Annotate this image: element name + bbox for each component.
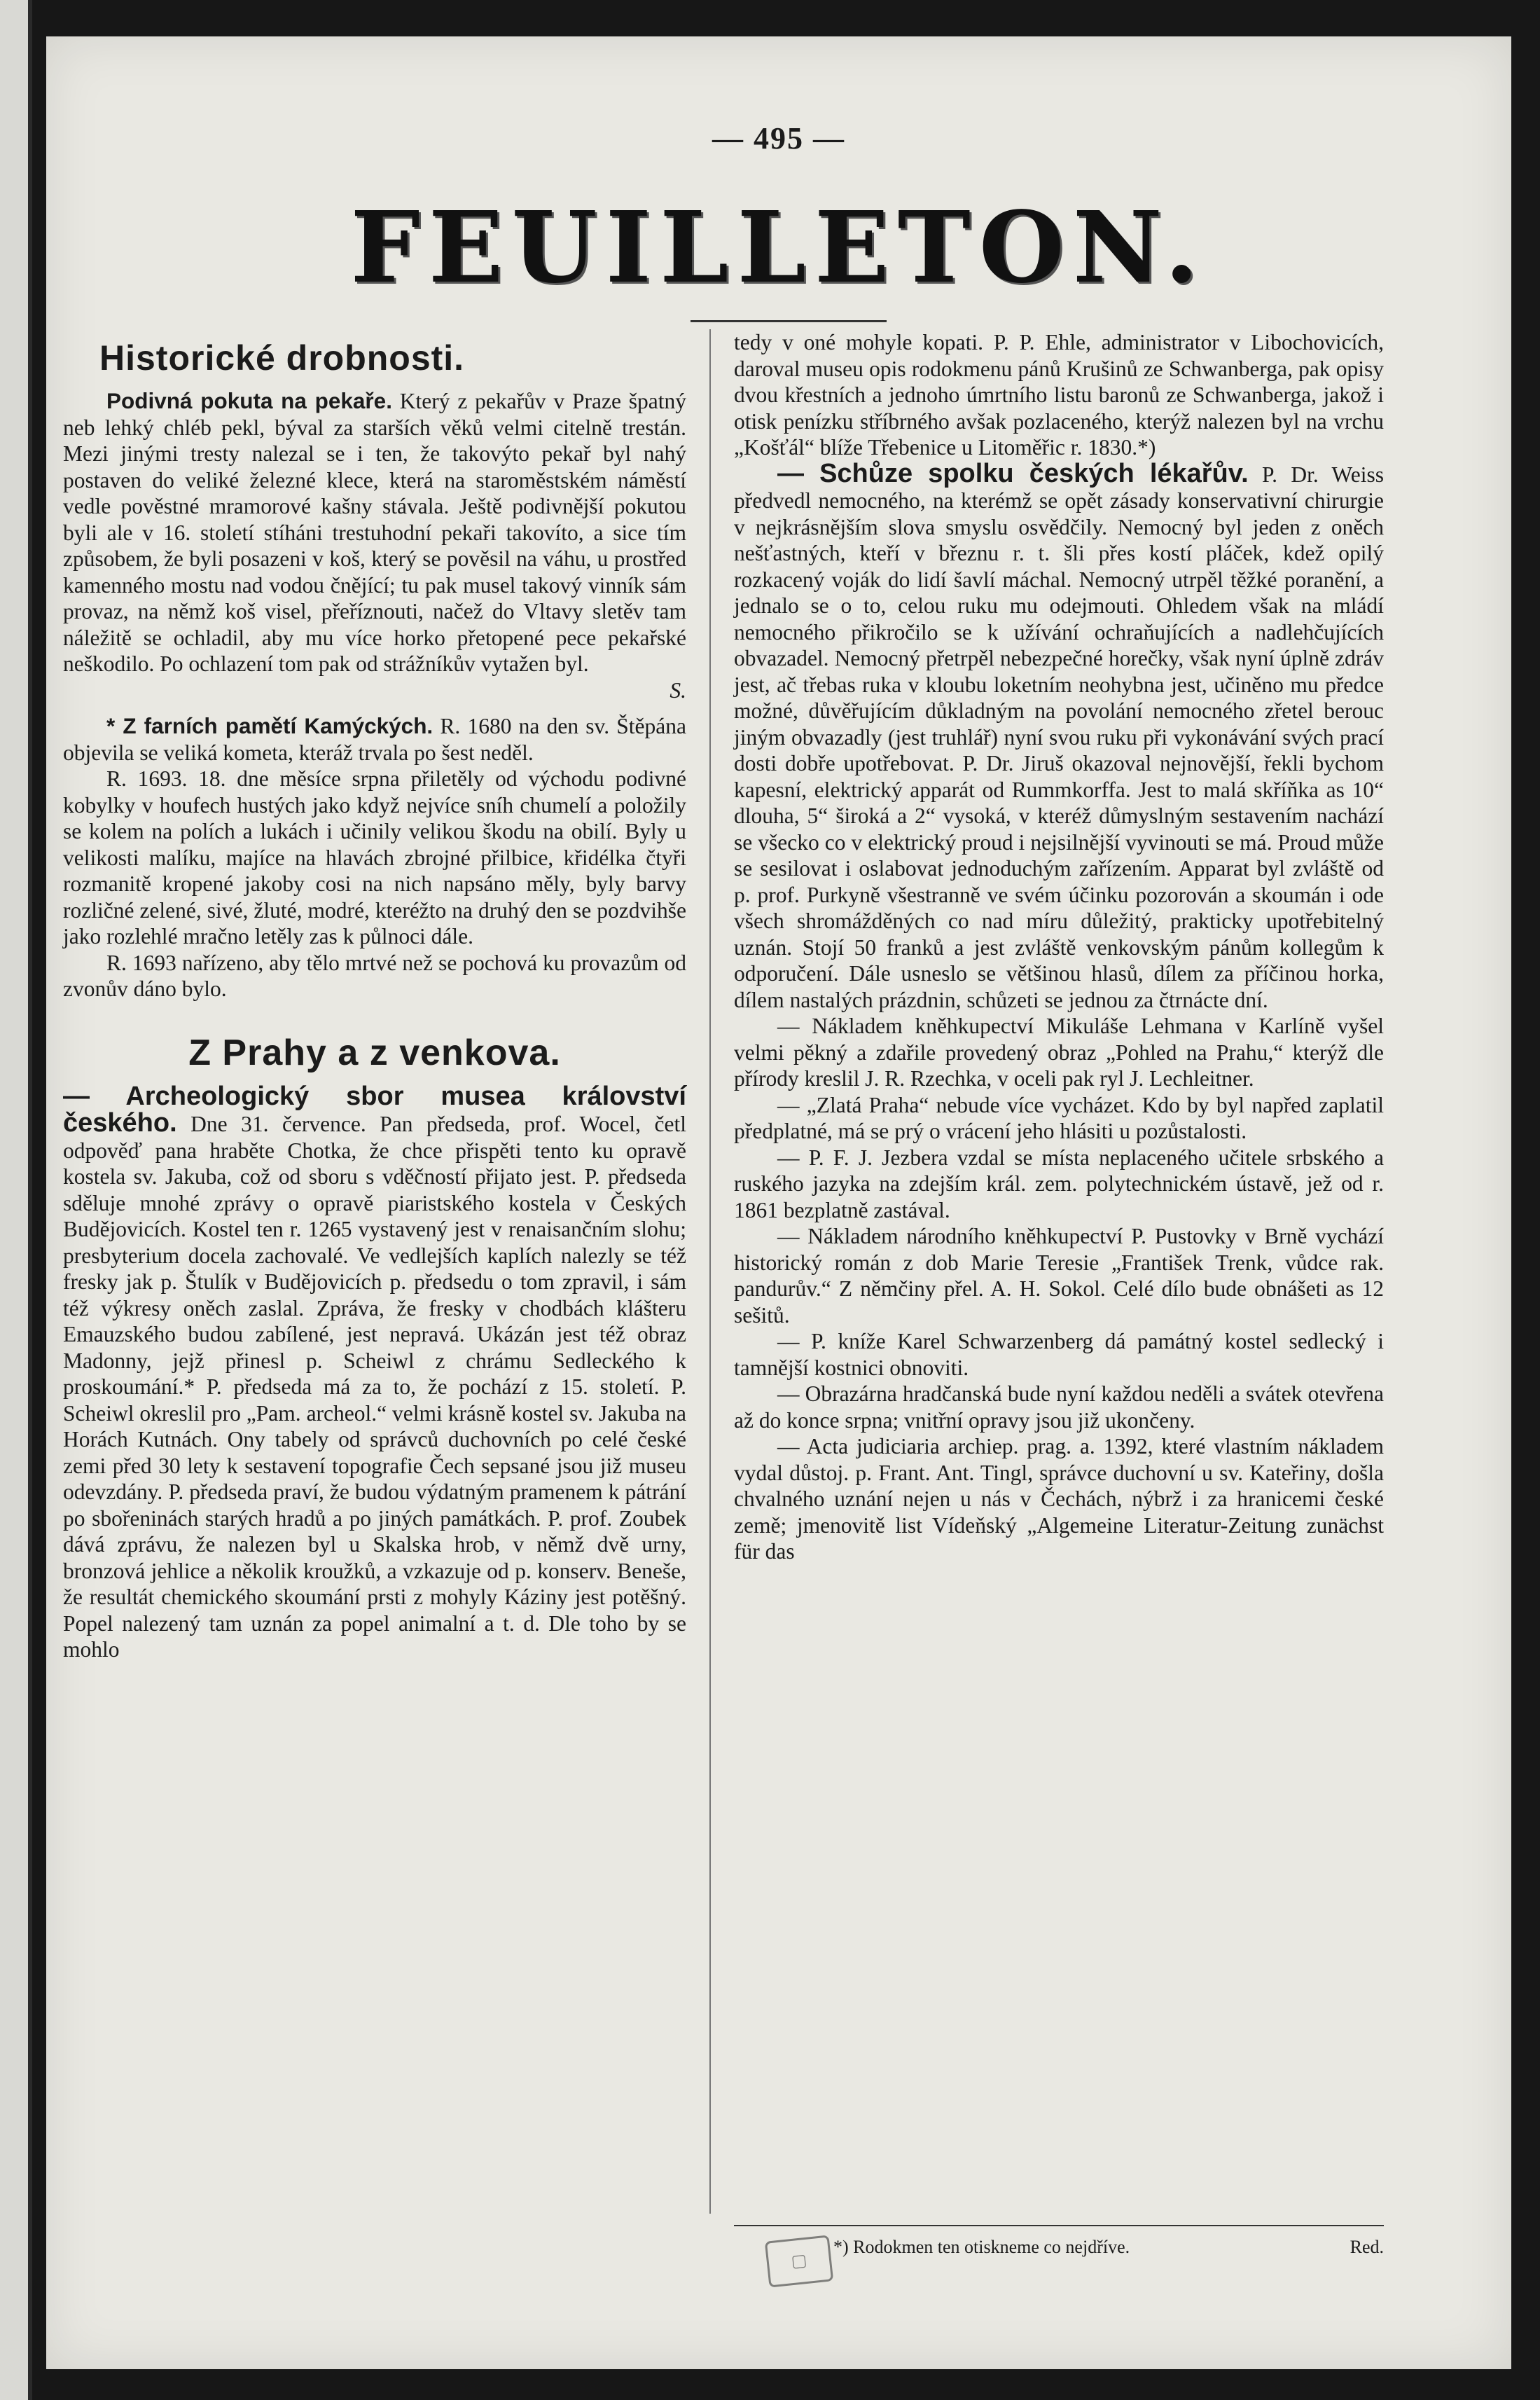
- masthead-rule: [691, 320, 887, 322]
- footnote-rule: [734, 2225, 1384, 2226]
- article-archeologicky-sbor: [63, 1081, 686, 1663]
- paragraph-narizeno: R. 1693 nařízeno, aby tělo mrtvé než se pochová ku provazům od zvonův dáno bylo.: [63, 950, 686, 1001]
- lead-schuze-lekaru: — Schůze spolku českých lékařův.: [777, 458, 1249, 488]
- paragraph-kobylky: R. 1693. 18. dne měsíce srpna přiletěly od východu podivné kobylky v houfech hustých jako když nejvíce sníh chumelí a položily se kolem na polích a lukách i učinily velikou škodu na obilí. Byly u velikosti malíku, majíce na hlavách zbrojné přilbice, křidélka čtyři rozmanitě kropené jakoby cosi na nich napsáno měly, byly barvy rozličné zelené, sivé, žluté, modré, kteréžto na druhý den se pozdvihše jako rozlehlé mračno letěly zas k půlnoci dále.: [63, 766, 686, 949]
- heading-historicke-drobnosti: Historické drobnosti.: [99, 338, 465, 378]
- paragraph-zlata-praha: — „Zlatá Praha“ nebude více vycházet. Kdo by byl napřed zaplatil předplatné, má se prý o vrácení jeho hlásiti u pozůstalosti.: [734, 1092, 1384, 1143]
- paragraph-lehman: — Nákladem kněhkupectví Mikuláše Lehmana v Karlíně vyšel velmi pěkný a zdařile provedený obraz „Pohled na Prahu,“ kterýž dle přírody kreslil J. R. Rzechka, v oceli pak ryl J. Lechleitner.: [734, 1014, 1384, 1091]
- text-podivna-pokuta: Který z pekařův v Praze špatný neb lehký chléb pekl, býval za starších věků velmi citelně trestán. Mezi jinými tresty nalezal se i ten, že takovýto pekař byl nahý postaven do veliké železné klece, která na staroměstském náměstí vedle pověstné mramorové kašny stávala. Ještě podivnější pokutou byli ale v 16. století stíháni trestuhodní pekaři takovíto, a sice tím způsobem, že byli posazeni v koš, který se pověsil na váhu, u prostřed kamenného mostu nad vodou čnějící; tu pak musel takový vinník sám provaz, na němž koš visel, přeříznouti, načež do Vltavy sletěv tam náležitě se ochladil, aby mu více horko přetopené pece pekařské neškodilo. Po ochlazení tom pak od strážníkův vytažen byl.: [63, 389, 686, 676]
- previous-page-edge: [0, 0, 32, 2400]
- feuilleton-masthead: FEUILLETON.: [350, 191, 1207, 305]
- text-farni-pameti: R. 1680 na den sv. Štěpána objevila se veliká kometa, kteráž trvala po šest neděl.: [63, 714, 687, 765]
- library-stamp: ▢: [765, 2235, 833, 2287]
- footnote-signature: Red.: [1350, 2237, 1384, 2257]
- footnote-text: *) Rodokmen ten otiskneme co nejdříve.: [833, 2237, 1130, 2257]
- text-schuze-lekaru: P. Dr. Weiss předvedl nemocného, na kterémž se opět zásady konservativní chirurgie v nejkrásnějším slova smyslu osvědčily. Nemocný byl jeden z oněch nešťastných, kteří v březnu r. t. šli přes kostí pláček, kdež opilý rozkacený voják do lidí šavlí máchal. Nemocný utrpěl těžké poranění, a jednalo se o to, celou ruku mu odejmouti. Ohledem však na mládí nemocného přikročilo se k užívání ochraňujících a nadlehčujících obvazadel. Nemocný přetrpěl nebezpečné horečky, však nyní úplně zdráv jest, ač třebas ruka v kloubu loketním neohybna jest, učiněno mu předce možné, důvěřujícím důkladným na povolání nemocného zřetel berouc jiným obvazadly (jest truhlář) nyní svou ruku při vykonávání svých prací dosti dobře upotřebovat. P. Dr. Jiruš okazoval nejnovější, řekli bychom kapesní, elektrický apparát od Rummkorffa. Jest to malá skříňka as 10“ dlouha, 5“ široká a 2“ vysoká, v kteréž důmyslným sestavením nachází se všecko co v elektrický proud i nejsilnější vyvinouti se má. Proud může se sesilovat i oslabovat jednoduchým zařízením. Apparat byl zvláště od p. prof. Purkyně všestranně ve svém účinku pozorován a skoumán i ode všech shromážděných co nad míru důležitý, prakticky upotřebitelný uznán. Stojí 50 franků a jest zvláště venkovským pánům kollegům k odporučení. Dále usneslo se většinou hlasů, dílem za příčinou horka, dílem nastalých prázdnin, schůzeti se jednou za čtrnácte dní.: [734, 462, 1385, 1012]
- article-schuze-lekaru: [734, 458, 1385, 1014]
- lead-podivna-pokuta: Podivná pokuta na pekaře.: [106, 388, 392, 413]
- paragraph-jezbera: — P. F. J. Jezbera vzdal se místa neplaceného učitele srbského a ruského jazyka na zdejším král. zem. polytechnickém ústavě, jež od r. 1861 bezplatně zastával.: [734, 1145, 1384, 1222]
- article-farni-pameti: [63, 713, 686, 766]
- footnote: [770, 2236, 1384, 2258]
- paragraph-schwarzenberg: — P. kníže Karel Schwarzenberg dá památný kostel sedlecký i tamnější kostnici obnoviti.: [734, 1329, 1384, 1380]
- paragraph-pustovka: — Nákladem národního kněhkupectví P. Pustovky v Brně vychází historický román z dob Marie Teresie „František Trenk, vůdce rak. pandurův.“ Z němčiny přel. A. H. Sokol. Celé dílo bude obnášeti as 12 sešitů.: [734, 1224, 1384, 1327]
- heading-z-prahy: Z Prahy a z venkova.: [188, 1032, 561, 1073]
- paragraph-obrazarna: — Obrazárna hradčanská bude nyní každou neděli a svátek otevřena až do konce srpna; vnitřní opravy jsou již ukončeny.: [734, 1381, 1384, 1433]
- article-podivna-pokuta: [63, 388, 686, 677]
- page-number: — 495 —: [712, 121, 845, 156]
- right-column: [734, 329, 1384, 1565]
- paragraph-acta-judiciaria: — Acta judiciaria archiep. prag. a. 1392, které vlastním nákladem vydal důstoj. p. Frant. Ant. Tingl, správce duchovní u sv. Kateřiny, došla chvalného uznání nejen u nás v Čechách, nýbrž i za hranicemi české země; jmenovitě list Vídeňský „Algemeine Literatur-Zeitung zunächst für das: [734, 1434, 1384, 1564]
- lead-farni-pameti: * Z farních pamětí Kamýckých.: [106, 713, 433, 738]
- left-column: [63, 329, 686, 1663]
- paragraph-mohyla-continued: tedy v oné mohyle kopati. P. P. Ehle, administrator v Libochovicích, daroval museu opis rodokmenu pánů Krušinů ze Schwanberga, pak opisy dvou křestních a jednoho úmrtního listu baronů ze Schwanberga, jakož i otisk penízku stříbrného avšak pozlaceného, kterýž nalezen byl na vrchu „Košťál“ blíže Třebenice u Litoměřic r. 1830.*): [734, 330, 1384, 460]
- lead-archeologicky-sbor: — Archeologický sbor musea království českého.: [63, 1081, 686, 1138]
- text-archeologicky-sbor: Dne 31. července. Pan předseda, prof. Wocel, četl odpověď pana hraběte Chotka, že chce přispěti tento ku opravě kostela sv. Jakuba, což od sboru s vděčností přijato jest. P. předseda sděluje mnohé zprávy o opravě piaristského kostela v Českých Budějovicích. Kostel ten r. 1265 vystavený jest v renaisančním slohu; presbyterium docela zachovalé. Ve vedlejších kaplích nalezly se též fresky jak p. Štulík v Budějovicích p. předsedu o tom zpravil, i sám též výkresy oněch zaslal. Zpráva, že fresky v chodbách klášteru Emauzského budou zabílené, jest nepravá. Ukázán jest též obraz Madonny, jejž přinesl p. Scheiwl z chrámu Sedleckého k proskoumání.* P. předseda má za to, že pochází z 15. století. P. Scheiwl okreslil pro „Pam. archeol.“ velmi krásně kostel sv. Jakuba na Horách Kutnách. Ony tabely od správců duchovních po celé české zemi před 30 lety k sestavení topografie Čech sepsané jsou již museu odevzdány. P. předseda praví, že budou výdatným pramenem k pátrání po sbořeninách starých hradů a po jiných památkách. P. prof. Zoubek dává zprávu, že nalezen byl u Skalska hrob, v němž dvě urny, bronzová jehlice a několik kroužků, a vzkazuje od p. konserv. Beneše, že resultát chemického skoumání prsti z mohyly Káziny jest potěšný. Popel nalezený tam uznán za popel animalní a t. d. Dle toho by se mohlo: [63, 1112, 686, 1662]
- signature-s: S.: [670, 677, 686, 703]
- column-divider: [709, 329, 711, 2214]
